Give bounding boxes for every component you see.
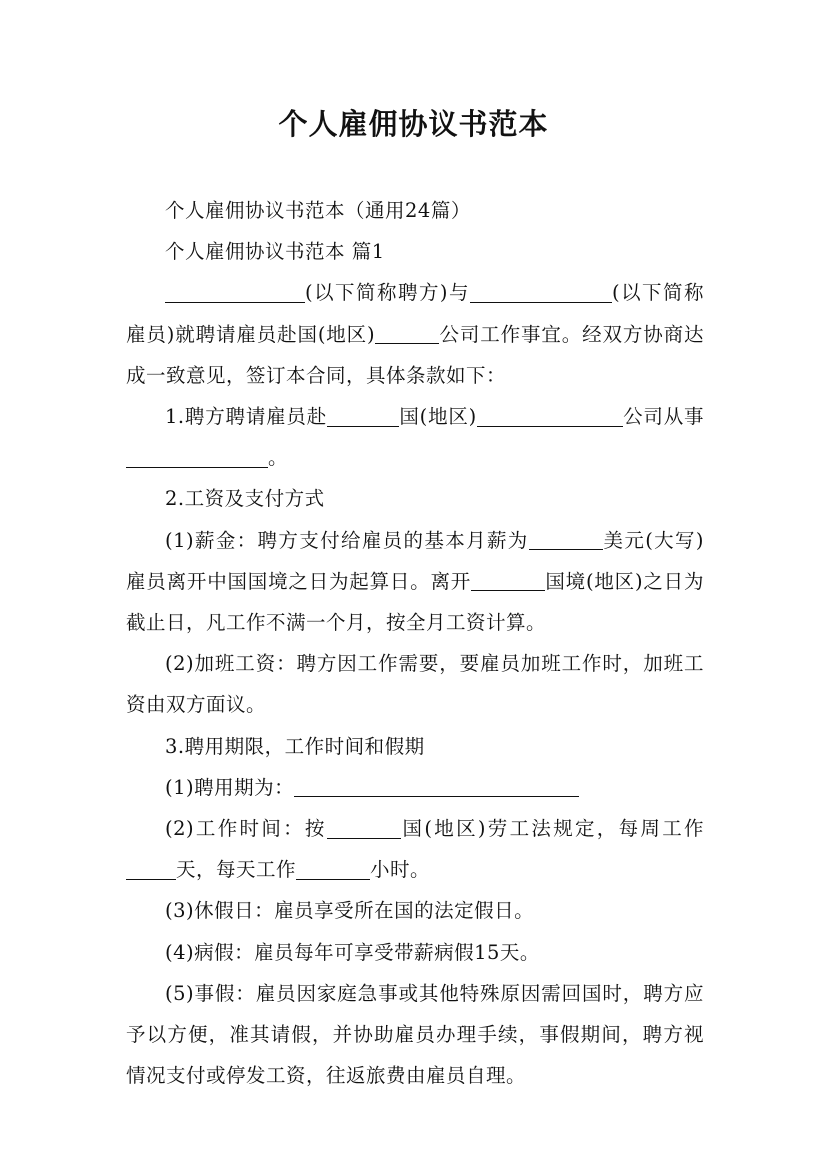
blank-line (327, 817, 401, 838)
text-run: (1)薪金：聘方支付给雇员的基本月薪为 (165, 528, 529, 552)
text-run: 小时。 (370, 858, 431, 882)
paragraph-sick-leave: (4)病假：雇员每年可享受带薪病假15天。 (165, 940, 540, 964)
paragraph-clause-3: 3.聘用期限，工作时间和假期 (165, 734, 425, 758)
paragraph-section-heading: 个人雇佣协议书范本 篇1 (165, 240, 385, 264)
document-body (126, 190, 704, 1096)
blank-line (165, 281, 305, 302)
paragraph-work-hours (126, 808, 704, 890)
blank-line (296, 858, 370, 879)
blank-line (477, 405, 623, 426)
text-run: 美元(大写)雇员离开中国国境之日为起算日。离开 (126, 528, 704, 593)
blank-line (375, 323, 439, 344)
text-run: 。 (268, 446, 289, 470)
paragraph-term (126, 767, 704, 808)
text-run: 国境(地区)之日为截止日，凡工作不满一个月，按全月工资计算。 (126, 569, 704, 635)
blank-line (126, 858, 176, 879)
blank-line (471, 570, 545, 591)
text-run: 国(地区)劳工法规定，每周工作 (400, 817, 705, 841)
paragraph-intro (126, 272, 704, 396)
blank-line (529, 529, 603, 550)
text-run: 1.聘方聘请雇员赴 (165, 405, 328, 429)
paragraph-overtime: (2)加班工资：聘方因工作需要，要雇员加班工作时，加班工资由双方面议。 (126, 652, 704, 717)
paragraph-clause-1 (126, 396, 704, 478)
paragraph-personal-leave: (5)事假：雇员因家庭急事或其他特殊原因需回国时，聘方应予以方便，准其请假，并协助雇员办理手续，事假期间，聘方视情况支付或停发工资，往返旅费由雇员自理。 (126, 981, 704, 1088)
text-run: 公司工作事宜。经双方协商达成一致意见，签订本合同，具体条款如下： (126, 322, 704, 387)
paragraph-holidays: (3)休假日：雇员享受所在国的法定假日。 (165, 899, 535, 923)
text-run: (以下简称雇员)就聘请雇员赴国(地区) (126, 281, 705, 346)
text-run: 天，每天工作 (176, 858, 297, 882)
blank-line (126, 446, 268, 467)
blank-line (470, 281, 612, 302)
paragraph-salary (126, 520, 704, 644)
blank-line (294, 776, 579, 797)
paragraph-clause-2: 2.工资及支付方式 (165, 487, 325, 511)
paragraph-subtitle: 个人雇佣协议书范本（通用24篇） (165, 199, 471, 222)
text-run: 国(地区) (399, 405, 477, 429)
text-run: (以下简称聘方)与 (305, 281, 470, 305)
text-run: 公司从事 (622, 405, 704, 429)
blank-line (327, 405, 399, 426)
text-run: (2)工作时间：按 (165, 817, 327, 841)
text-run: (1)聘用期为： (165, 775, 295, 799)
document-title: 个人雇佣协议书范本 (278, 107, 549, 141)
